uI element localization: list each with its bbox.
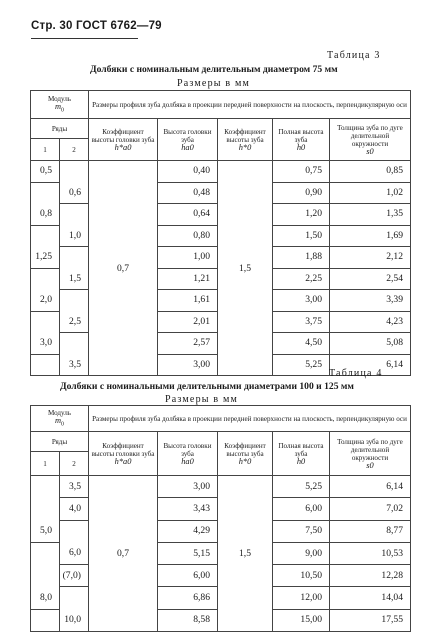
full-height-cell: 0,75 — [273, 161, 330, 183]
module-row1-cell — [31, 609, 60, 631]
thickness-cell: 12,28 — [330, 565, 411, 587]
module-row1-cell — [31, 311, 60, 333]
thickness-cell: 17,55 — [330, 609, 411, 631]
module-row1-cell — [31, 565, 60, 587]
module-row1-cell — [31, 542, 60, 564]
full-height-cell: 5,25 — [273, 476, 330, 498]
full-height-cell: 15,00 — [273, 609, 330, 631]
module-row2-cell: 1,5 — [60, 268, 89, 290]
head-height-cell: 0,64 — [158, 204, 218, 226]
full-height-cell: 9,00 — [273, 542, 330, 564]
thickness-cell: 6,14 — [330, 354, 411, 376]
dims-header: Размеры профиля зуба долбяка в проекции передней поверхности на плоскость, перпендикулярную оси — [89, 91, 411, 119]
head-height-cell: 3,00 — [158, 476, 218, 498]
module-row1-cell: 0,8 — [31, 204, 60, 226]
coef-tooth-cell: 1,5 — [218, 161, 273, 376]
full-height-cell: 3,75 — [273, 311, 330, 333]
thickness-cell: 1,69 — [330, 225, 411, 247]
head-height-cell: 1,00 — [158, 247, 218, 269]
thickness-cell: 2,54 — [330, 268, 411, 290]
coef-head-cell: 0,7 — [89, 161, 158, 376]
thickness-cell: 4,23 — [330, 311, 411, 333]
row2-header: 2 — [60, 452, 89, 476]
module-row2-cell — [60, 204, 89, 226]
col-coef-tooth-header: Коэффициент высоты зуба h*0 — [218, 119, 273, 161]
col-coef-tooth-header: Коэффициент высоты зуба h*0 — [218, 432, 273, 476]
module-row1-cell: 1,25 — [31, 247, 60, 269]
head-height-cell: 0,80 — [158, 225, 218, 247]
module-row2-cell: 4,0 — [60, 498, 89, 520]
full-height-cell: 1,88 — [273, 247, 330, 269]
module-row1-cell — [31, 182, 60, 204]
module-row2-cell — [60, 161, 89, 183]
module-row2-cell — [60, 247, 89, 269]
module-row2-cell: 10,0 — [60, 609, 89, 631]
module-row2-cell: (7,0) — [60, 565, 89, 587]
head-height-cell: 0,40 — [158, 161, 218, 183]
module-row1-cell — [31, 225, 60, 247]
head-height-cell: 6,86 — [158, 587, 218, 609]
full-height-cell: 2,25 — [273, 268, 330, 290]
module-row2-cell: 0,6 — [60, 182, 89, 204]
col-coef-head-header: Коэффициент высоты головки зуба h*a0 — [89, 119, 158, 161]
thickness-cell: 14,04 — [330, 587, 411, 609]
module-row2-cell: 6,0 — [60, 542, 89, 564]
thickness-cell: 2,12 — [330, 247, 411, 269]
col-thickness-header: Толщина зуба по дуге делительной окружности s0 — [330, 432, 411, 476]
module-header: Модуль $m_0$ — [31, 91, 89, 119]
thickness-cell: 3,39 — [330, 290, 411, 312]
table3-label: Таблица 3 — [327, 50, 381, 61]
header-rule — [31, 38, 138, 39]
table3 — [30, 90, 411, 376]
thickness-cell: 1,02 — [330, 182, 411, 204]
head-height-cell: 2,57 — [158, 333, 218, 355]
head-height-cell: 6,00 — [158, 565, 218, 587]
row1-header: 1 — [31, 452, 60, 476]
thickness-cell: 8,77 — [330, 520, 411, 542]
full-height-cell: 7,50 — [273, 520, 330, 542]
thickness-cell: 5,08 — [330, 333, 411, 355]
module-row1-cell: 8,0 — [31, 587, 60, 609]
col-head-height-header: Высота головки зуба ha0 — [158, 119, 218, 161]
head-height-cell: 2,01 — [158, 311, 218, 333]
table4-units: Размеры в мм — [165, 394, 239, 405]
module-row2-cell — [60, 290, 89, 312]
full-height-cell: 3,00 — [273, 290, 330, 312]
table3-units: Размеры в мм — [177, 78, 251, 89]
rows-header: Ряды — [31, 432, 89, 452]
full-height-cell: 6,00 — [273, 498, 330, 520]
thickness-cell: 6,14 — [330, 476, 411, 498]
thickness-cell: 1,35 — [330, 204, 411, 226]
page-header: Стр. 30 ГОСТ 6762—79 — [31, 20, 162, 32]
module-row1-cell — [31, 268, 60, 290]
coef-head-cell: 0,7 — [89, 476, 158, 632]
full-height-cell: 0,90 — [273, 182, 330, 204]
full-height-cell: 1,20 — [273, 204, 330, 226]
full-height-cell: 4,50 — [273, 333, 330, 355]
module-row2-cell: 1,0 — [60, 225, 89, 247]
module-row1-cell: 2,0 — [31, 290, 60, 312]
module-header: Модуль $m_0$ — [31, 406, 89, 432]
module-row2-cell: 3,5 — [60, 476, 89, 498]
head-height-cell: 0,48 — [158, 182, 218, 204]
thickness-cell: 10,53 — [330, 542, 411, 564]
table-row — [31, 161, 411, 183]
head-height-cell: 1,61 — [158, 290, 218, 312]
row2-header: 2 — [60, 139, 89, 161]
table4 — [30, 405, 411, 632]
col-full-height-header: Полная высота зуба h0 — [273, 432, 330, 476]
module-row1-cell — [31, 354, 60, 376]
module-row1-cell: 0,5 — [31, 161, 60, 183]
head-height-cell: 3,00 — [158, 354, 218, 376]
module-row1-cell — [31, 476, 60, 498]
rows-header: Ряды — [31, 119, 89, 139]
module-row1-cell — [31, 498, 60, 520]
head-height-cell: 1,21 — [158, 268, 218, 290]
col-full-height-header: Полная высота зуба h0 — [273, 119, 330, 161]
module-row2-cell — [60, 520, 89, 542]
col-head-height-header: Высота головки зуба ha0 — [158, 432, 218, 476]
module-row1-cell: 5,0 — [31, 520, 60, 542]
head-height-cell: 3,43 — [158, 498, 218, 520]
thickness-cell: 7,02 — [330, 498, 411, 520]
table3-title: Долбяки с номинальным делительным диаметром 75 мм — [90, 64, 338, 75]
table-row — [31, 476, 411, 498]
dims-header: Размеры профиля зуба долбяка в проекции передней поверхности на плоскость, перпендикулярную оси — [89, 406, 411, 432]
head-height-cell: 4,29 — [158, 520, 218, 542]
head-height-cell: 8,58 — [158, 609, 218, 631]
module-row2-cell: 3,5 — [60, 354, 89, 376]
full-height-cell: 1,50 — [273, 225, 330, 247]
table4-label: Таблица 4 — [329, 368, 383, 379]
coef-tooth-cell: 1,5 — [218, 476, 273, 632]
module-row2-cell: 2,5 — [60, 311, 89, 333]
head-height-cell: 5,15 — [158, 542, 218, 564]
module-row1-cell: 3,0 — [31, 333, 60, 355]
table4-title: Долбяки с номинальными делительными диаметрами 100 и 125 мм — [60, 381, 354, 392]
thickness-cell: 0,85 — [330, 161, 411, 183]
row1-header: 1 — [31, 139, 60, 161]
module-row2-cell — [60, 333, 89, 355]
col-coef-head-header: Коэффициент высоты головки зуба h*a0 — [89, 432, 158, 476]
full-height-cell: 12,00 — [273, 587, 330, 609]
full-height-cell: 10,50 — [273, 565, 330, 587]
col-thickness-header: Толщина зуба по дуге делительной окружности s0 — [330, 119, 411, 161]
full-height-cell: 5,25 — [273, 354, 330, 376]
module-row2-cell — [60, 587, 89, 609]
